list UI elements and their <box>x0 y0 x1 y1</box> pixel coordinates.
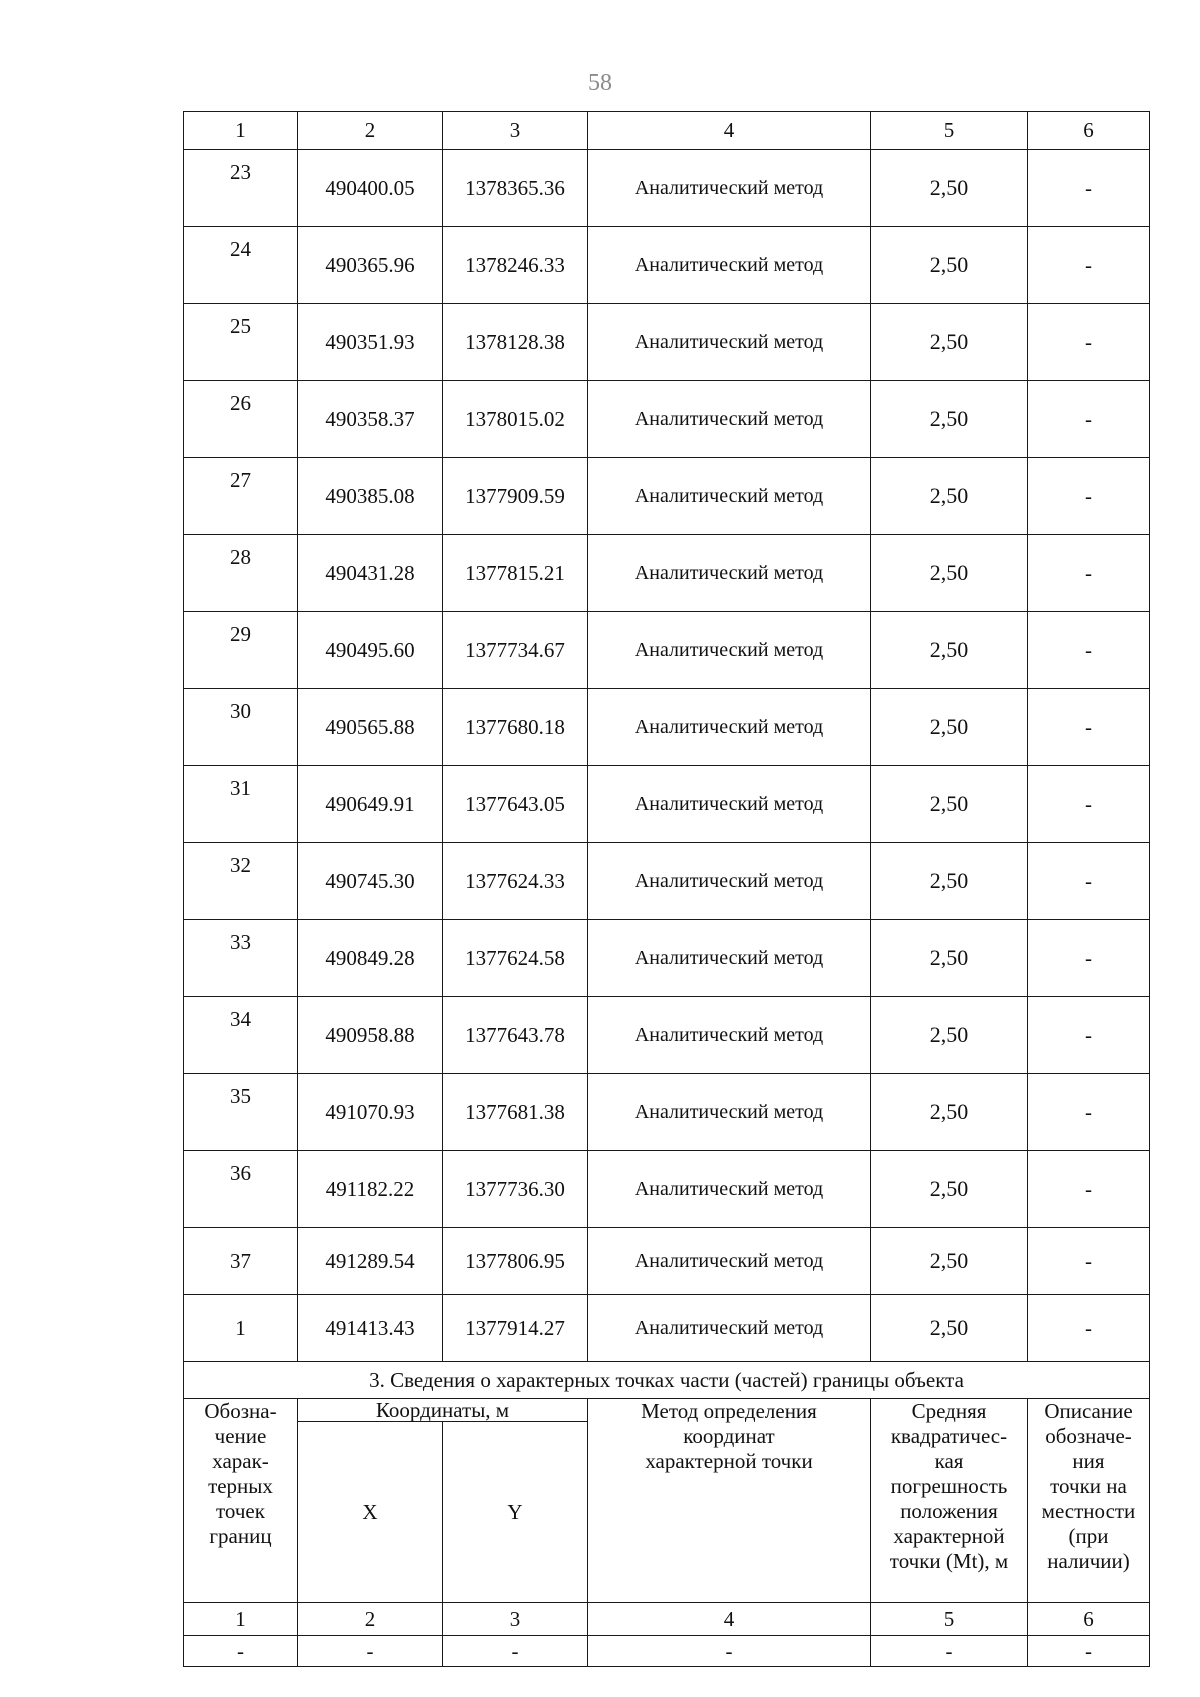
y-coordinate-cell: 1377734.67 <box>443 612 588 689</box>
method-cell: Аналитический метод <box>588 458 871 535</box>
point-cell: 26 <box>184 381 298 458</box>
mean-error-header: Средняя квадратичес- кая погрешность положения характерной точки (Mt), м <box>871 1399 1028 1603</box>
point-cell: 37 <box>184 1228 298 1295</box>
method-cell: Аналитический метод <box>588 227 871 304</box>
point-cell: 29 <box>184 612 298 689</box>
column-number: 4 <box>588 112 871 150</box>
y-coordinate-cell: 1377909.59 <box>443 458 588 535</box>
column-number: 1 <box>184 1603 298 1636</box>
column-number: 4 <box>588 1603 871 1636</box>
mean-error-cell: 2,50 <box>871 689 1028 766</box>
y-coordinate-cell: 1377624.58 <box>443 920 588 997</box>
mean-error-cell: 2,50 <box>871 381 1028 458</box>
empty-cell: - <box>1028 1636 1150 1667</box>
table-row <box>184 766 1150 843</box>
empty-cell: - <box>588 1636 871 1667</box>
x-coordinate-cell: 491413.43 <box>298 1295 443 1362</box>
column-number: 3 <box>443 112 588 150</box>
y-coordinate-cell: 1377736.30 <box>443 1151 588 1228</box>
mean-error-cell: 2,50 <box>871 1295 1028 1362</box>
x-coordinate-cell: 490849.28 <box>298 920 443 997</box>
column-number-row <box>184 112 1150 150</box>
y-coordinate-cell: 1377643.78 <box>443 997 588 1074</box>
x-coordinate-cell: 490358.37 <box>298 381 443 458</box>
column-number: 2 <box>298 112 443 150</box>
mean-error-cell: 2,50 <box>871 766 1028 843</box>
description-cell: - <box>1028 304 1150 381</box>
point-cell: 35 <box>184 1074 298 1151</box>
column-number: 6 <box>1028 1603 1150 1636</box>
coordinates-table <box>183 111 1150 1667</box>
method-cell: Аналитический метод <box>588 304 871 381</box>
column-number: 3 <box>443 1603 588 1636</box>
mean-error-cell: 2,50 <box>871 612 1028 689</box>
method-cell: Аналитический метод <box>588 612 871 689</box>
table-row <box>184 612 1150 689</box>
point-cell: 27 <box>184 458 298 535</box>
mean-error-cell: 2,50 <box>871 1074 1028 1151</box>
description-cell: - <box>1028 689 1150 766</box>
section-column-number-row <box>184 1603 1150 1636</box>
method-cell: Аналитический метод <box>588 381 871 458</box>
y-coordinate-cell: 1377914.27 <box>443 1295 588 1362</box>
description-cell: - <box>1028 920 1150 997</box>
column-number: 5 <box>871 112 1028 150</box>
mean-error-cell: 2,50 <box>871 1228 1028 1295</box>
description-cell: - <box>1028 1151 1150 1228</box>
point-cell: 30 <box>184 689 298 766</box>
x-coordinate-cell: 490649.91 <box>298 766 443 843</box>
x-coordinate-cell: 490365.96 <box>298 227 443 304</box>
point-cell: 24 <box>184 227 298 304</box>
mean-error-cell: 2,50 <box>871 920 1028 997</box>
x-coordinate-cell: 490495.60 <box>298 612 443 689</box>
point-cell: 32 <box>184 843 298 920</box>
table-row <box>184 843 1150 920</box>
method-cell: Аналитический метод <box>588 1295 871 1362</box>
description-cell: - <box>1028 997 1150 1074</box>
description-cell: - <box>1028 843 1150 920</box>
x-coordinate-cell: 490565.88 <box>298 689 443 766</box>
description-header: Описание обозначе- ния точки на местности (при наличии) <box>1028 1399 1150 1603</box>
x-coordinate-cell: 491070.93 <box>298 1074 443 1151</box>
method-cell: Аналитический метод <box>588 150 871 227</box>
mean-error-cell: 2,50 <box>871 535 1028 612</box>
section-title-row <box>184 1362 1150 1399</box>
method-header: Метод определения координат характерной точки <box>588 1399 871 1603</box>
column-number: 2 <box>298 1603 443 1636</box>
description-cell: - <box>1028 150 1150 227</box>
description-cell: - <box>1028 458 1150 535</box>
description-cell: - <box>1028 766 1150 843</box>
table-row <box>184 920 1150 997</box>
y-header: Y <box>443 1422 588 1603</box>
x-coordinate-cell: 490385.08 <box>298 458 443 535</box>
y-coordinate-cell: 1378246.33 <box>443 227 588 304</box>
y-coordinate-cell: 1377815.21 <box>443 535 588 612</box>
table-row <box>184 535 1150 612</box>
section-title: 3. Сведения о характерных точках части (частей) границы объекта <box>184 1362 1150 1399</box>
y-coordinate-cell: 1377681.38 <box>443 1074 588 1151</box>
point-cell: 25 <box>184 304 298 381</box>
method-cell: Аналитический метод <box>588 766 871 843</box>
description-cell: - <box>1028 612 1150 689</box>
description-cell: - <box>1028 381 1150 458</box>
section-empty-row <box>184 1636 1150 1667</box>
empty-cell: - <box>298 1636 443 1667</box>
y-coordinate-cell: 1378365.36 <box>443 150 588 227</box>
x-coordinate-cell: 490745.30 <box>298 843 443 920</box>
method-cell: Аналитический метод <box>588 1151 871 1228</box>
y-coordinate-cell: 1377643.05 <box>443 766 588 843</box>
method-cell: Аналитический метод <box>588 843 871 920</box>
table-row <box>184 1074 1150 1151</box>
empty-cell: - <box>184 1636 298 1667</box>
y-coordinate-cell: 1378015.02 <box>443 381 588 458</box>
x-coordinate-cell: 490958.88 <box>298 997 443 1074</box>
table-row <box>184 458 1150 535</box>
x-coordinate-cell: 491289.54 <box>298 1228 443 1295</box>
table-row <box>184 997 1150 1074</box>
mean-error-cell: 2,50 <box>871 227 1028 304</box>
description-cell: - <box>1028 1295 1150 1362</box>
x-header: X <box>298 1422 443 1603</box>
table-row <box>184 304 1150 381</box>
point-cell: 28 <box>184 535 298 612</box>
table-row <box>184 1295 1150 1362</box>
method-cell: Аналитический метод <box>588 1074 871 1151</box>
y-coordinate-cell: 1377806.95 <box>443 1228 588 1295</box>
point-cell: 1 <box>184 1295 298 1362</box>
point-cell: 23 <box>184 150 298 227</box>
description-cell: - <box>1028 1228 1150 1295</box>
x-coordinate-cell: 491182.22 <box>298 1151 443 1228</box>
table-row <box>184 381 1150 458</box>
table-row <box>184 1228 1150 1295</box>
coordinates-header: Координаты, м <box>298 1399 588 1422</box>
table-row <box>184 689 1150 766</box>
section-header-row <box>184 1399 1150 1422</box>
method-cell: Аналитический метод <box>588 997 871 1074</box>
method-cell: Аналитический метод <box>588 920 871 997</box>
point-designation-header: Обозна- чение харак- терных точек границ <box>184 1399 298 1603</box>
mean-error-cell: 2,50 <box>871 997 1028 1074</box>
x-coordinate-cell: 490400.05 <box>298 150 443 227</box>
empty-cell: - <box>871 1636 1028 1667</box>
description-cell: - <box>1028 227 1150 304</box>
point-cell: 33 <box>184 920 298 997</box>
mean-error-cell: 2,50 <box>871 1151 1028 1228</box>
column-number: 6 <box>1028 112 1150 150</box>
empty-cell: - <box>443 1636 588 1667</box>
page-number: 58 <box>588 70 612 96</box>
mean-error-cell: 2,50 <box>871 458 1028 535</box>
mean-error-cell: 2,50 <box>871 304 1028 381</box>
description-cell: - <box>1028 1074 1150 1151</box>
point-cell: 31 <box>184 766 298 843</box>
table-row <box>184 227 1150 304</box>
column-number: 1 <box>184 112 298 150</box>
point-cell: 34 <box>184 997 298 1074</box>
mean-error-cell: 2,50 <box>871 150 1028 227</box>
x-coordinate-cell: 490351.93 <box>298 304 443 381</box>
mean-error-cell: 2,50 <box>871 843 1028 920</box>
description-cell: - <box>1028 535 1150 612</box>
column-number: 5 <box>871 1603 1028 1636</box>
y-coordinate-cell: 1377680.18 <box>443 689 588 766</box>
method-cell: Аналитический метод <box>588 535 871 612</box>
x-coordinate-cell: 490431.28 <box>298 535 443 612</box>
table-row <box>184 150 1150 227</box>
table-row <box>184 1151 1150 1228</box>
point-cell: 36 <box>184 1151 298 1228</box>
method-cell: Аналитический метод <box>588 689 871 766</box>
y-coordinate-cell: 1378128.38 <box>443 304 588 381</box>
method-cell: Аналитический метод <box>588 1228 871 1295</box>
y-coordinate-cell: 1377624.33 <box>443 843 588 920</box>
